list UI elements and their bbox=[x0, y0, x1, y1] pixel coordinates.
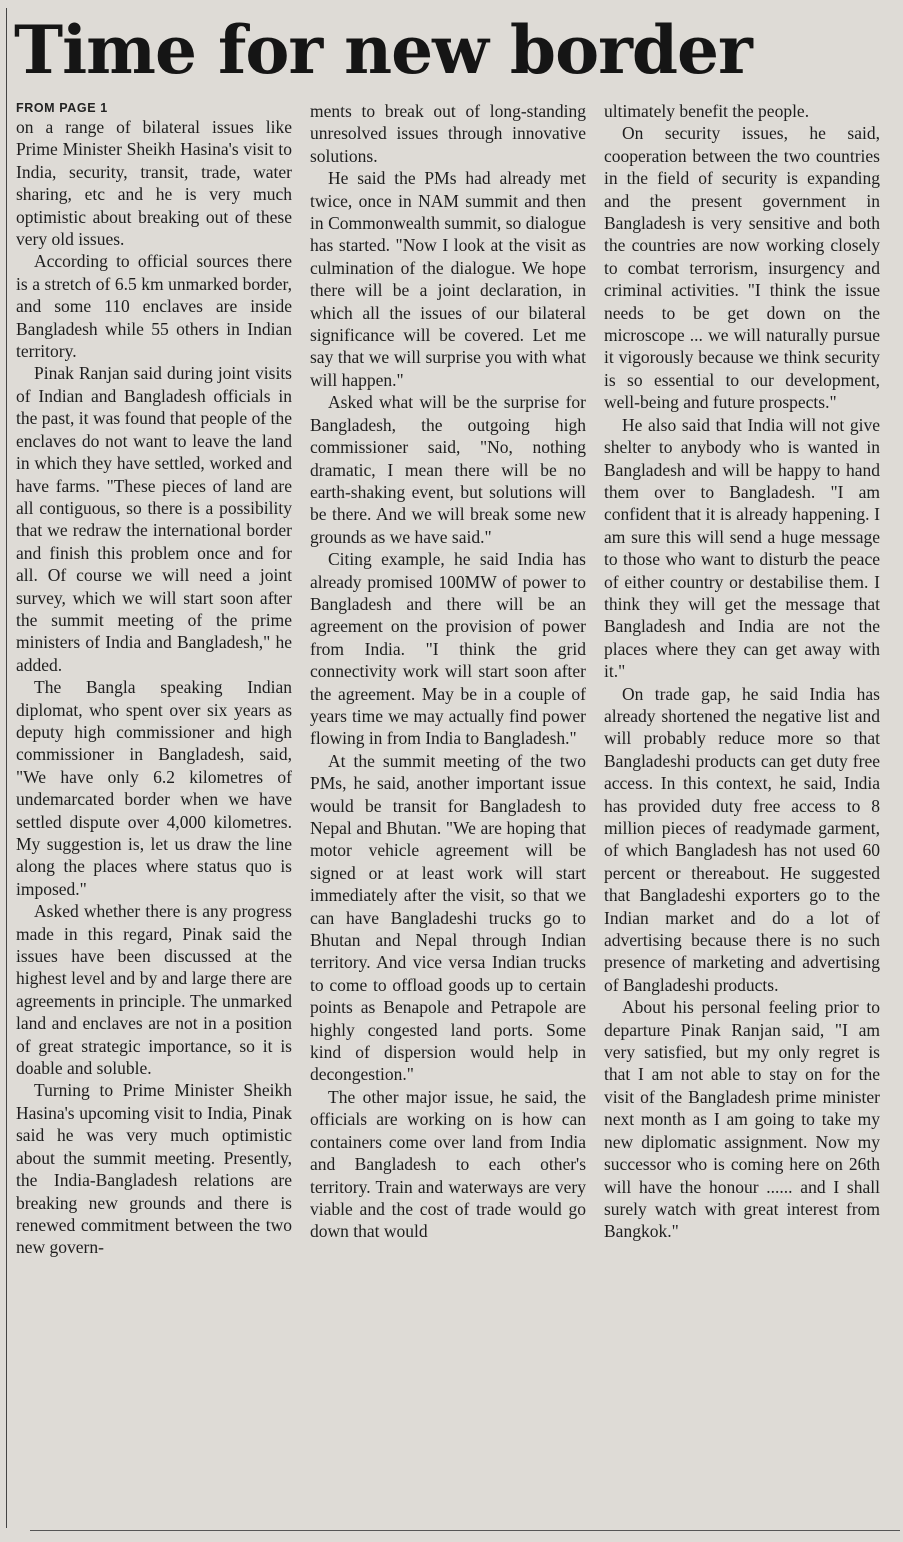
paragraph: On trade gap, he said India has already shortened the negative list and will probably reduce more so that Bangladeshi products can get duty free access. In this context, he said, India has provided duty free access to 8 million pieces of readymade garment, of which Bangladesh has not used 60 percent or thereabout. He suggested that Bangladeshi exporters go to the Indian market and do a lot of advertising because there is no such presence of marketing and advertising of Bangladeshi products. bbox=[604, 683, 880, 995]
paragraph: on a range of bilateral issues like Prime Minister Sheikh Hasina's visit to India, security, transit, trade, water sharing, etc and he is very much optimistic about breaking out of these very old issues. bbox=[16, 117, 292, 250]
column-rule-left bbox=[6, 8, 7, 1528]
headline: Time for new border bbox=[14, 11, 752, 89]
paragraph: About his personal feeling prior to departure Pinak Ranjan said, "I am very satisfied, but my only regret is that I am not able to stay on for the visit of the Bangladesh prime minister next month as I am going to take my new diplomatic assignment. Now my successor who is coming here on 26th will have the honour ...... and I shall surely watch with great interest from Bangkok." bbox=[604, 997, 880, 1242]
paragraph: On security issues, he said, cooperation between the two countries in the field of security is expanding and the present government in Bangladesh is very sensitive and both the countries are now working closely to combat terrorism, insurgency and criminal activities. "I think the issue needs to be get down on the microscope ... we will naturally pursue it vigorously because we think security is so essential to our development, well-being and future prospects." bbox=[604, 123, 880, 413]
continuation-kicker: FROM PAGE 1 bbox=[16, 101, 108, 115]
paragraph: Turning to Prime Minister Sheikh Hasina's upcoming visit to India, Pinak said he was very much optimistic about the summit meeting. Presently, the India-Bangladesh relations are breaking new grounds and there is renewed commitment between the two new govern- bbox=[16, 1080, 292, 1258]
paragraph: The other major issue, he said, the officials are working on is how can containers come over land from India and Bangladesh to each other's territory. Train and waterways are very viable and the cost of trade would go down that would bbox=[310, 1086, 586, 1242]
article-column-2 bbox=[310, 100, 586, 1243]
paragraph: According to official sources there is a stretch of 6.5 km unmarked border, and some 110 enclaves are inside Bangladesh while 55 others in Indian territory. bbox=[16, 251, 292, 362]
paragraph: At the summit meeting of the two PMs, he said, another important issue would be transit for Bangladesh to Nepal and Bhutan. "We are hoping that motor vehicle agreement will be signed or at least work will start immediately after the visit, so that we can have Bangladeshi trucks go to Bhutan and Nepal through Indian territory. And vice versa Indian trucks to come to offload goods up to certain points as Benapole and Petrapole are highly congested land ports. Some kind of dispersion would help in decongestion." bbox=[310, 750, 586, 1085]
article-column-3 bbox=[604, 100, 880, 1243]
paragraph: He also said that India will not give shelter to anybody who is wanted in Bangladesh and will be happy to hand them over to Bangladesh. "I am confident that it is already happening. I am sure this will send a huge message to those who want to disturb the peace of either country or destabilise them. I think they will get the message that Bangladesh and India are not the places where they can get away with it." bbox=[604, 414, 880, 682]
article-column-1 bbox=[16, 100, 292, 1259]
paragraph: Asked what will be the surprise for Bangladesh, the outgoing high commissioner said, "No, nothing dramatic, I mean there will be no earth-shaking event, but solutions will be there. And we will break some new grounds as we have said." bbox=[310, 392, 586, 547]
bottom-rule bbox=[30, 1530, 900, 1531]
paragraph: Asked whether there is any progress made in this regard, Pinak said the issues have been discussed at the highest level and by and large there are agreements in principle. The unmarked land and enclaves are not in a position of great strategic importance, so it is doable and soluble. bbox=[16, 901, 292, 1079]
paragraph: The Bangla speaking Indian diplomat, who spent over six years as deputy high commissioner and high commissioner in Bangladesh, said, "We have only 6.2 kilometres of undemarcated border when we have settled dispute over 4,000 kilometres. My suggestion is, let us draw the line along the places where status quo is imposed." bbox=[16, 677, 292, 899]
paragraph: ments to break out of long-standing unresolved issues through innovative solutions. bbox=[310, 101, 586, 166]
paragraph: ultimately benefit the people. bbox=[604, 101, 810, 121]
paragraph: He said the PMs had already met twice, once in NAM summit and then in Commonwealth summit, so dialogue has started. "Now I look at the visit as culmination of the dialogue. We hope there will be a joint declaration, in which all the issues of our bilateral significance will be covered. Let me say that we will surprise you with what will happen." bbox=[310, 168, 586, 390]
paragraph: Citing example, he said India has already promised 100MW of power to Bangladesh and there will be an agreement on the provision of power from India. "I think the grid connectivity work will start soon after the agreement. May be in a couple of years time we may actually find power flowing in from India to Bangladesh." bbox=[310, 549, 586, 749]
paragraph: Pinak Ranjan said during joint visits of Indian and Bangladesh officials in the past, it was found that people of the enclaves do not want to leave the land in which they have settled, worked and have farms. "These pieces of land are all contiguous, so there is a possibility that we redraw the international border and finish this problem once and for all. Of course we will need a joint survey, which we will start soon after the summit meeting of the prime ministers of India and Bangladesh," he added. bbox=[16, 363, 292, 675]
